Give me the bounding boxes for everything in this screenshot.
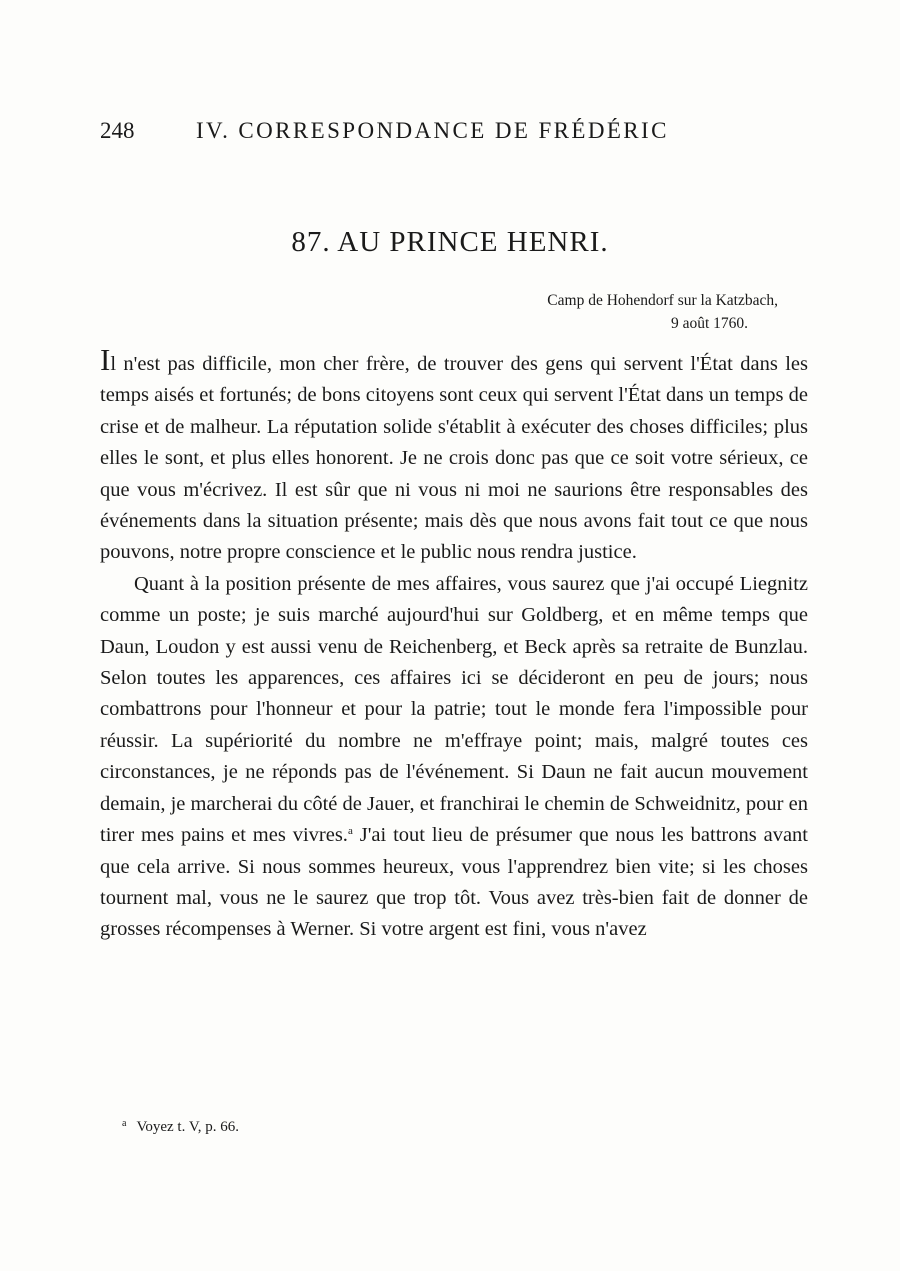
footnote-reference[interactable]: a	[347, 825, 353, 838]
footnote	[122, 1118, 239, 1136]
dateline	[547, 289, 778, 335]
dateline-place: Camp de Hohendorf sur la Katzbach,	[547, 292, 778, 309]
letter-body	[100, 342, 808, 946]
dateline-date: 9 août 1760.	[670, 315, 748, 332]
paragraph-1-text: l n'est pas difficile, mon cher frère, de trouver des gens qui servent l'État dans les temps aisés et fortunés; de bons citoyens sont ceux qui servent l'État dans un temps de crise et de malheur. La réputation solide s'établit à exécuter des choses difficiles; plus elles le sont, et plus elles honorent. Je ne crois donc pas que ce soit votre sérieux, ce que vous m'écrivez. Il est sûr que ni vous ni moi ne saurions être responsables des événements dans la situation présente; mais dès que nous avons fait tout ce que nous pouvons, notre propre conscience et le public nous rendra justice.	[100, 353, 808, 564]
paragraph-2-text-b: J'ai tout lieu de présumer que nous les battrons avant que cela arrive. Si nous sommes heureux, vous l'apprendrez bien vite; si les choses tournent mal, vous ne le saurez que trop tôt. Vous avez très-bien fait de donner de grosses récompenses à Werner. Si votre argent est fini, vous n'avez	[100, 824, 808, 941]
page-number: 248	[100, 118, 135, 143]
drop-cap: I	[100, 342, 111, 377]
paragraph-1	[100, 342, 808, 569]
letter-title: 87. AU PRINCE HENRI.	[291, 226, 609, 258]
footnote-mark: a	[122, 1118, 127, 1129]
running-title: IV. CORRESPONDANCE DE FRÉDÉRIC	[196, 118, 669, 143]
paragraph-2-text-a: Quant à la position présente de mes affaires, vous saurez que j'ai occupé Liegnitz comme un poste; je suis marché aujourd'hui sur Goldberg, et en même temps que Daun, Loudon y est aussi venu de Reichenberg, et Beck après sa retraite de Bunzlau. Selon toutes les apparences, ces affaires ici se décideront en peu de jours; nous combattrons pour l'honneur et pour la patrie; tout le monde fera l'impossible pour réussir. La supériorité du nombre ne m'effraye point; mais, malgré toutes ces circonstances, je ne réponds pas de l'événement. Si Daun ne fait aucun mouvement demain, je marcherai du côté de Jauer, et franchirai le chemin de Schweidnitz, pour en tirer mes pains et mes vivres.	[100, 572, 808, 847]
paragraph-2	[100, 569, 808, 946]
footnote-text: Voyez t. V, p. 66.	[136, 1119, 239, 1135]
running-head	[100, 118, 720, 144]
